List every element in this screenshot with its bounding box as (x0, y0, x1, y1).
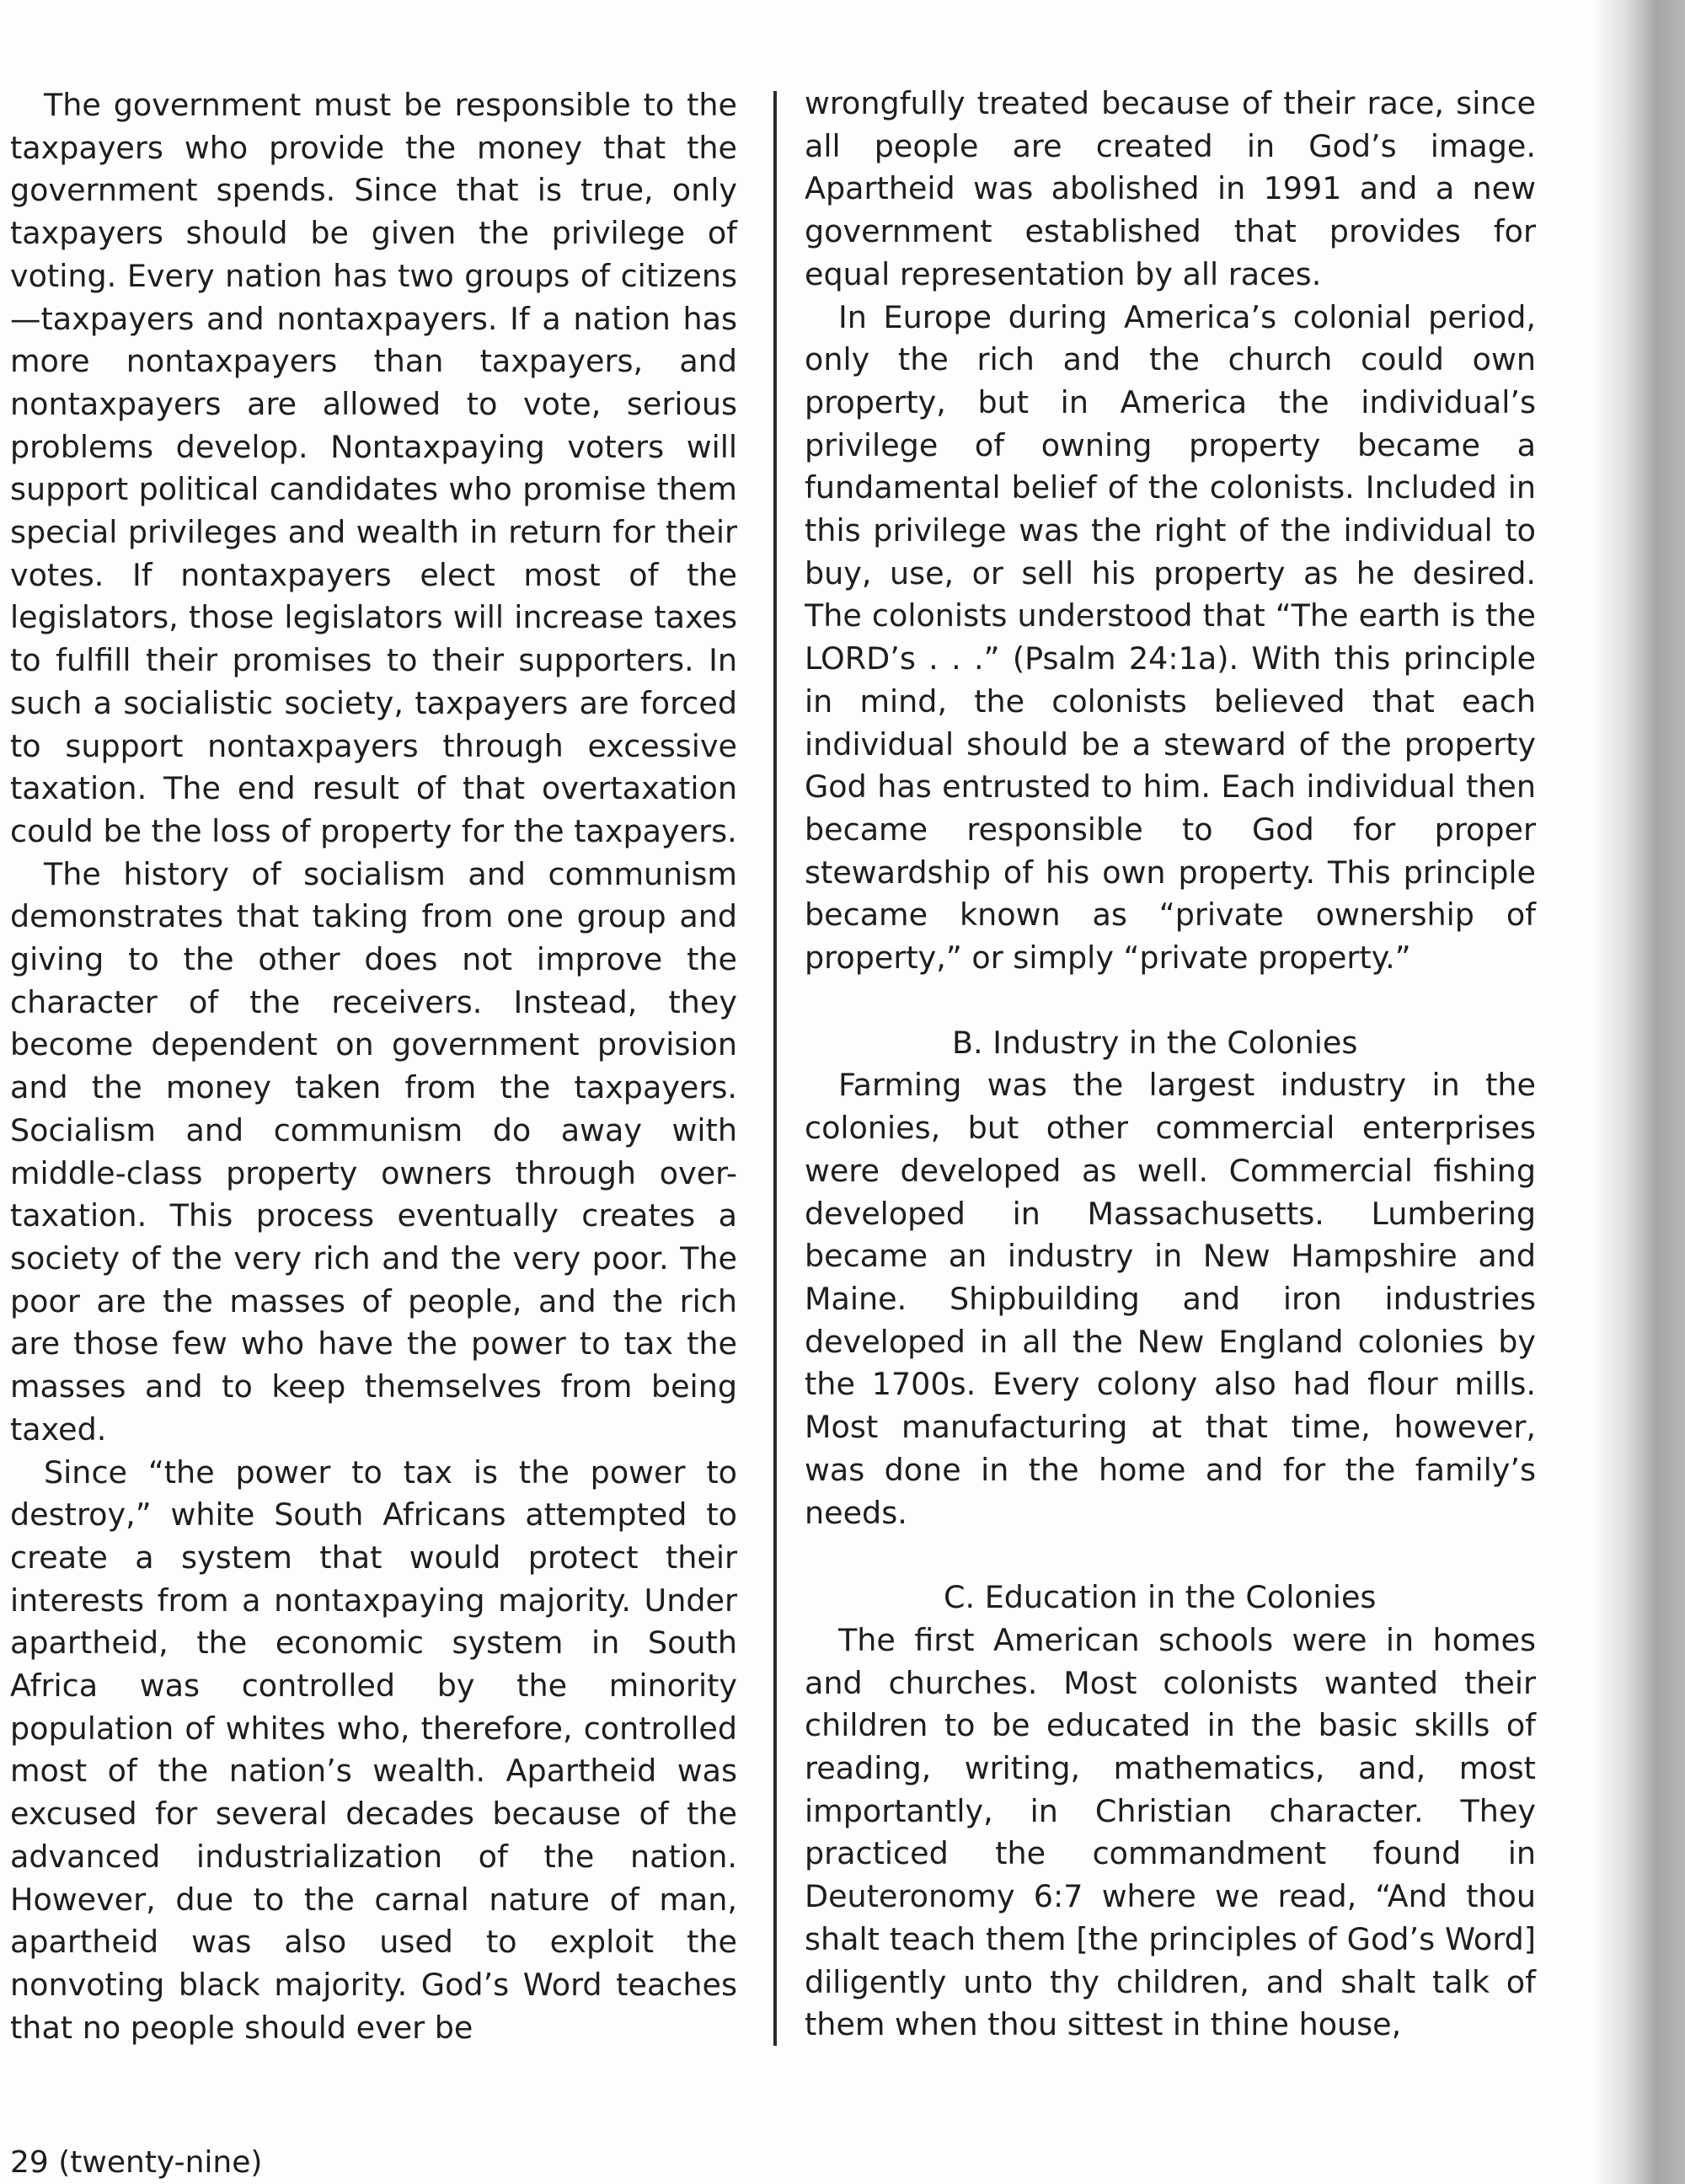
paragraph-apartheid: Since “the power to tax is the power to destroy,” white South Africans attempted to create a system that would protect their interests from a nontaxpaying majority. Under apartheid, the economic system in South Africa was controlled by the minority population of whites who, therefore, controlled most of the nation’s wealth. Apartheid was excused for several decades because of the advanced industrialization of the nation. However, due to the carnal nature of man, apartheid was also used to exploit the nonvoting black majority. God’s Word teaches that no people should ever be (10, 1453, 737, 2046)
paragraph-continuation: wrongfully treated because of their race, since all people are created in God’s image. Apartheid was abolished in 1991 and a new government established that provides for equal representation by all races. (805, 85, 1536, 292)
section-heading-industry: B. Industry in the Colonies (952, 1024, 1358, 1061)
column-divider (773, 91, 777, 2046)
section-heading-education: C. Education in the Colonies (944, 1579, 1377, 1616)
page-number: 29 (twenty-nine) (10, 2145, 263, 2180)
left-column (10, 84, 737, 2049)
paragraph-socialism-history: The history of socialism and communism demonstrates that taking from one group and giving to the other does not improve the character of the receivers. Instead, they become dependent on government provision and the money taken from the taxpayers. Socialism and communism do away with middle-class property owners through over-taxation. This process eventually creates a society of the very rich and the very poor. The poor are the masses of people, and the rich are those few who have the power to tax the masses and to keep themselves from being taxed. (10, 855, 737, 1448)
paragraph-private-property: In Europe during America’s colonial period, only the rich and the church could own property, but in America the individual’s privilege of owning property became a fundamental belief of the colonists. Included in this privilege was the right of the individual to buy, use, or sell his property as he desired. The colonists understood that “The earth is the LORD’s . . .” (Psalm 24:1a). With this principle in mind, the colonists believed that each individual should be a steward of the property God has entrusted to him. Each individual then became responsible to God for proper stewardship of his own property. This principle became known as “private ownership of property,” or simply “private property.” (805, 298, 1536, 977)
scan-edge-shadow (1592, 0, 1685, 2184)
right-column (805, 83, 1536, 2047)
paragraph-taxpayers: The government must be responsible to the taxpayers who provide the money that the government spends. Since that is true, only taxpayers should be given the privilege of voting. Every nation has two groups of citizens—taxpayers and nontaxpayers. If a nation has more nontaxpayers than taxpayers, and nontaxpayers are allowed to vote, serious problems develop. Nontaxpaying voters will support political candidates who promise them special privileges and wealth in return for their votes. If nontaxpayers elect most of the legislators, those legislators will increase taxes to fulfill their promises to their supporters. In such a socialistic society, taxpayers are forced to support nontaxpayers through excessive taxation. The end result of that overtaxation could be the loss of property for the taxpayers. (10, 87, 737, 849)
paragraph-industry: Farming was the largest industry in the colonies, but other commercial enterprises were developed as well. Commercial fishing developed in Massachusetts. Lumbering became an industry in New Hampshire and Maine. Shipbuilding and iron industries developed in all the New England colonies by the 1700s. Every colony also had flour mills. Most manufacturing at that time, however, was done in the home and for the family’s needs. (805, 1067, 1536, 1531)
paragraph-education: The first American schools were in homes and churches. Most colonists wanted their children to be educated in the basic skills of reading, writing, mathematics, and, most importantly, in Christian character. They practiced the commandment found in Deuteronomy 6:7 where we read, “And thou shalt teach them [the principles of God’s Word] diligently unto thy children, and shalt talk of them when thou sittest in thine house, (805, 1621, 1536, 2043)
